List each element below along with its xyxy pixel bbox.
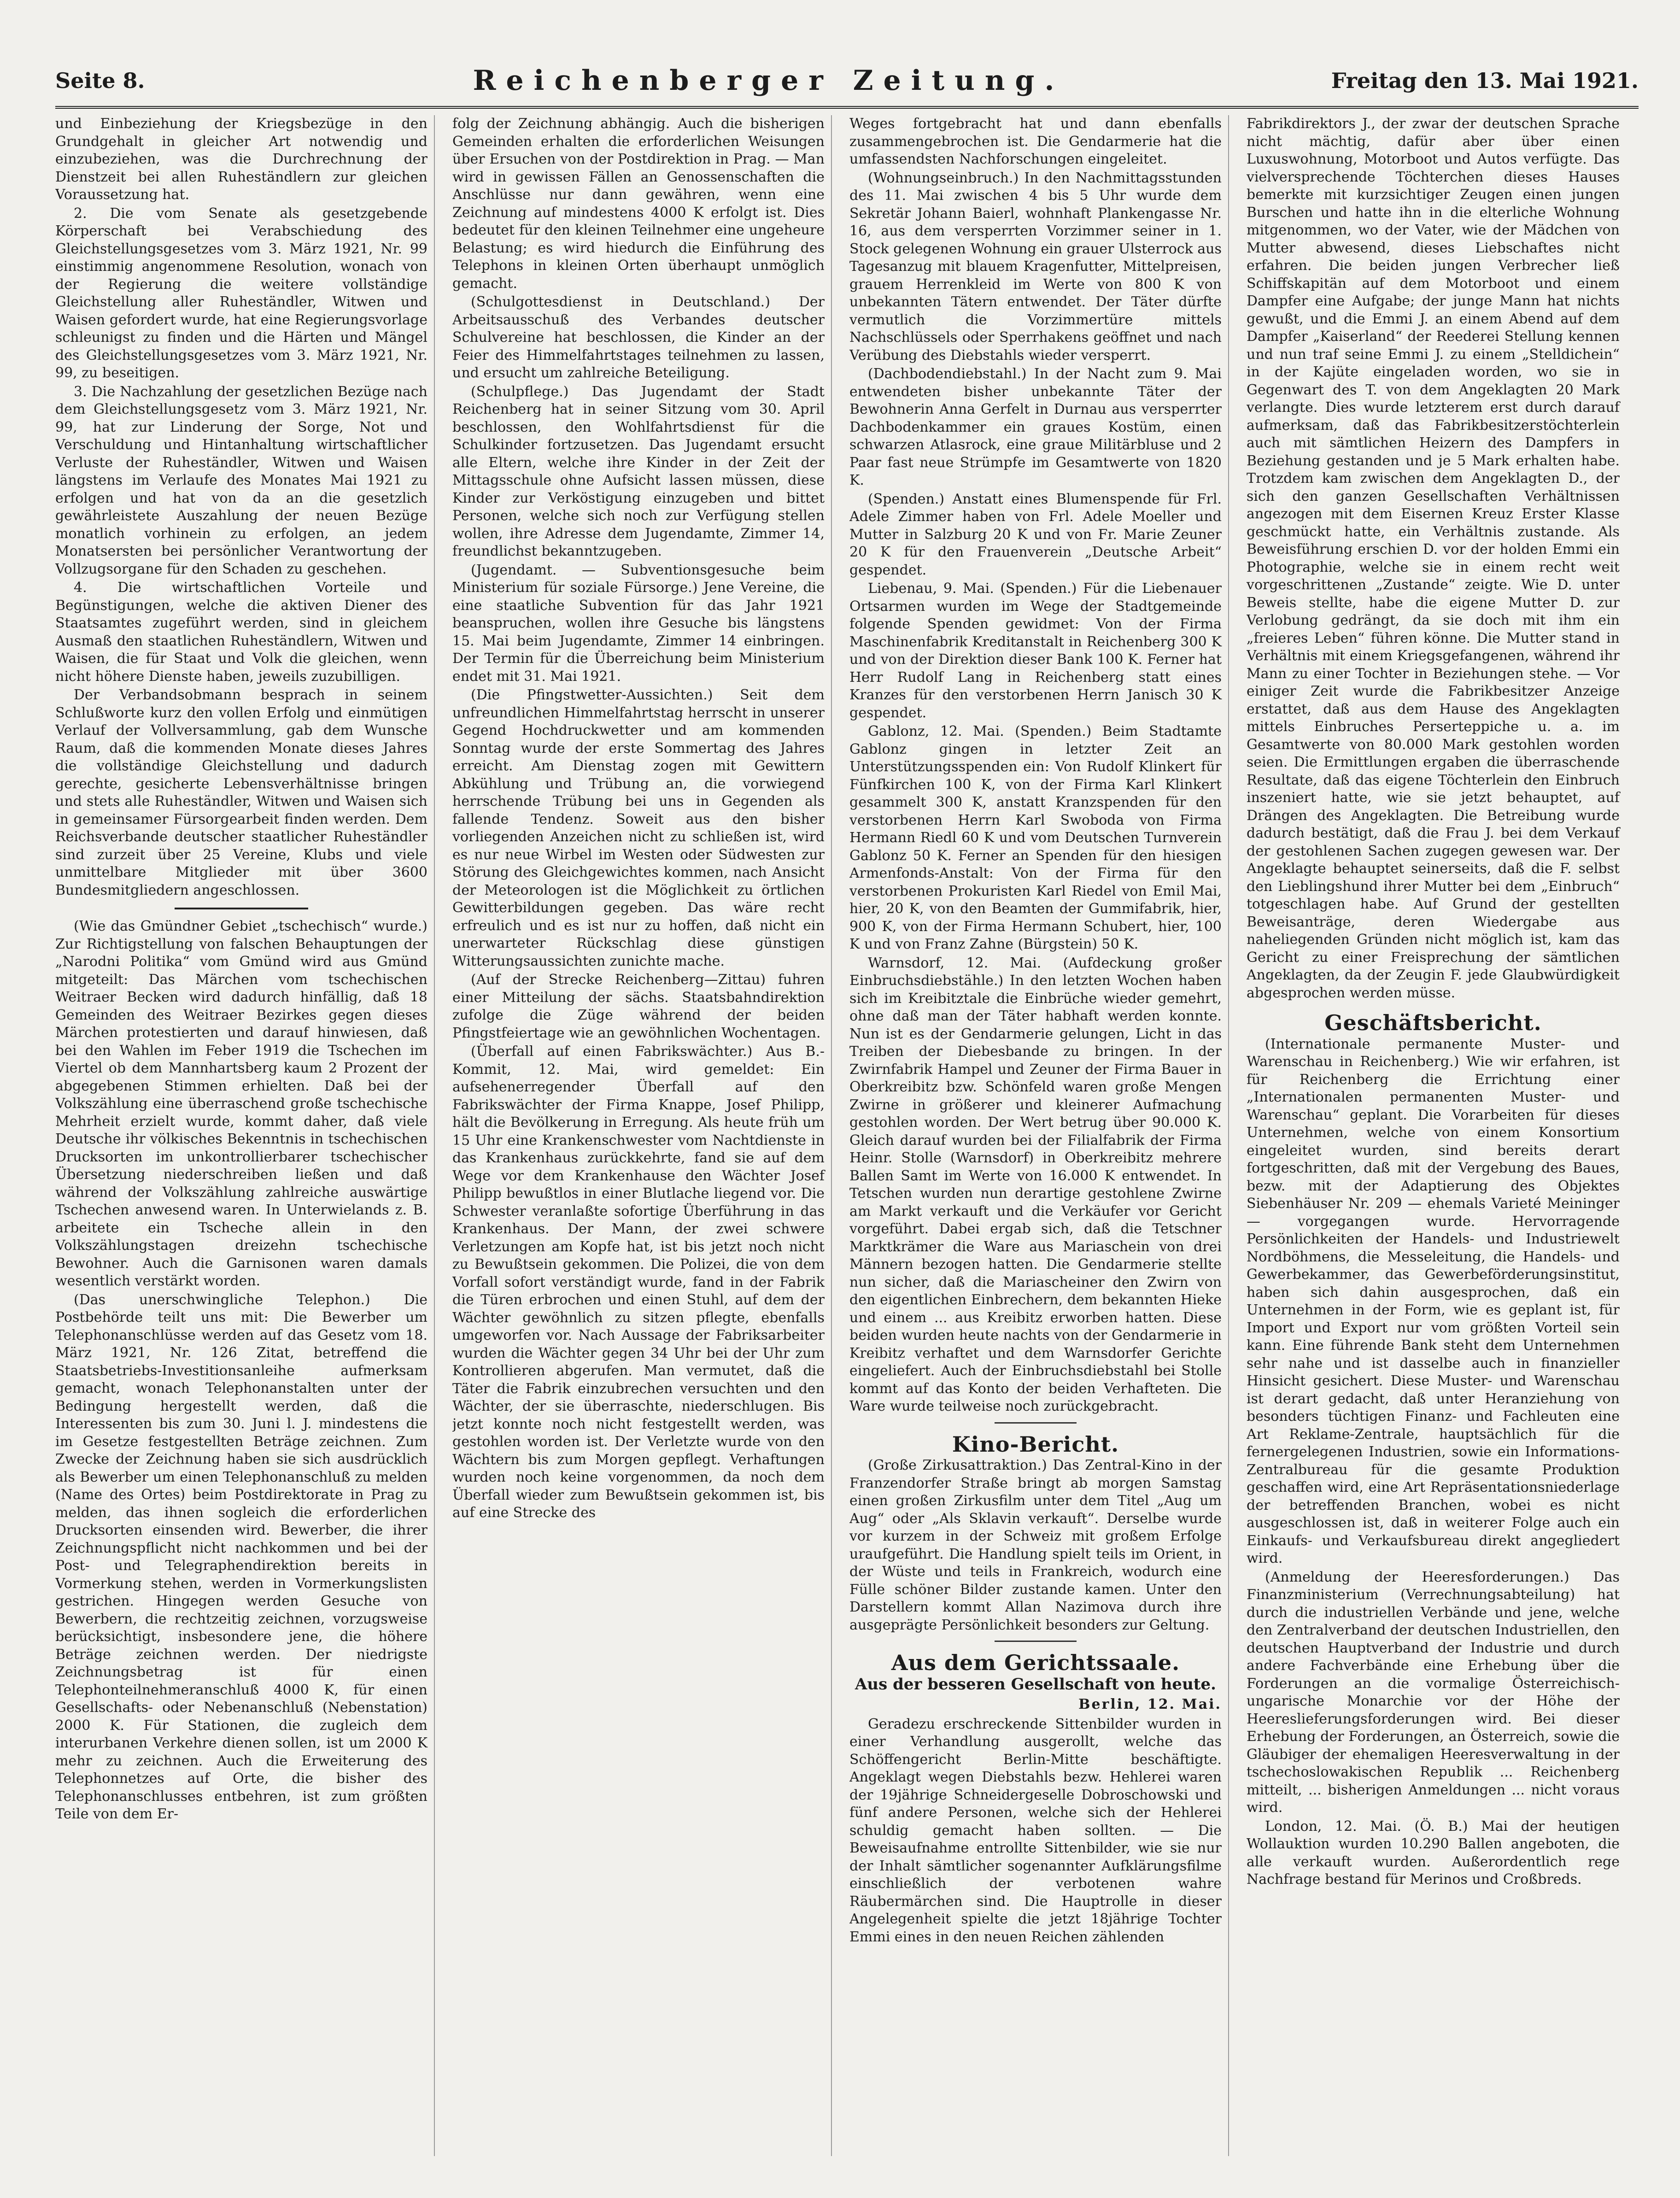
article-paragraph: (Die Pfingstwetter-Aussichten.) Seit dem unfreundlichen Himmelfahrtstag herrscht in unserer Gegend Hochdruckwetter und am kommenden Sonntag wurde der erste Sommertag des Jahres erreicht. Am Dienstag zogen mit Gewittern Abkühlung und Trübung an, die vorwiegend herrschende Trübung bei uns in Gegenden als fallende Tendenz. Soweit aus den bisher vorliegenden Anzeichen nicht zu schließen ist, wird es nur neue Wirbel im Westen oder Südwesten zur Störung des Gleichgewichtes kommen, nach Ansicht der Meteorologen ist die Möglichkeit zu örtlichen Gewitterbildungen gegeben. Das wäre recht erfreulich und es ist nur zu hoffen, daß nicht ein unerwarteter Rückschlag diese günstigen Witterungsaussichten zunichte mache. xyxy=(452,687,825,969)
section-heading-geschaeftsbericht: Geschäftsbericht. xyxy=(1324,1010,1542,1035)
article-paragraph: Gablonz, 12. Mai. (Spenden.) Beim Stadtamte Gablonz gingen in letzter Zeit an Unterstützungsspenden ein: Von Rudolf Klinkert für Fünfkirchen 100 K, von der Firma Karl Klinkert gesammelt 300 K, anstatt Kranzspenden für den verstorbenen Herrn Karl Swoboda von Firma Hermann Riedl 60 K und vom Deutschen Turnverein Gablonz 50 K. Ferner an Spenden für den hiesigen Armenfonds-Anstalt: Von der Firma für den verstorbenen Prokuristen Karl Riedel von Emil Mai, hier, 20 K, von den Beamten der Gummifabrik, hier, 900 K, von der Firma Hermann Schubert, hier, 100 K und von Franz Zahne (Bürgstein) 50 K. xyxy=(849,723,1222,952)
article-paragraph: (Spenden.) Anstatt eines Blumenspende für Frl. Adele Zimmer haben von Frl. Adele Moeller und Mutter in Salzburg 20 K und von Fr. Marie Zeuner 20 K für den Frauenverein „Deutsche Arbeit“ gespendet. xyxy=(849,491,1222,578)
section-divider xyxy=(995,1641,1077,1642)
article-paragraph: 2. Die vom Senate als gesetzgebende Körperschaft bei Verabschiedung des Gleichstellungsgesetzes vom 3. März 1921, Nr. 99 einstimmig angenommene Resolution, wonach von der Regierung die weitere vollständige Gleichstellung aller Ruheständler, Witwen und Waisen gefordert wurde, hat eine Regierungsvorlage schleunigst zu finden und die Härten und Mängel des Gleichstellungsgesetzes vom 3. März 1921, Nr. 99, zu beseitigen. xyxy=(55,205,427,381)
issue-date: Freitag den 13. Mai 1921. xyxy=(1331,68,1639,93)
article-paragraph: folg der Zeichnung abhängig. Auch die bisherigen Gemeinden erhalten die erforderlichen Weisungen über Ersuchen von der Postdirektion in Prag. — Man wird in gewissen Fällen an Genossenschaften die Anschlüsse nur dann gewähren, wenn eine Zeichnung auf mindestens 4000 K erfolgt ist. Dies bedeutet für den kleinen Teilnehmer eine ungeheure Belastung; es wird hiedurch die Einführung des Telephons in kleinen Orten überhaupt unmöglich gemacht. xyxy=(452,116,825,292)
article-paragraph: (Schulpflege.) Das Jugendamt der Stadt Reichenberg hat in seiner Sitzung vom 30. April beschlossen, den Wohlfahrtsdienst für die Schulkinder fortzusetzen. Das Jugendamt ersucht alle Eltern, welche ihre Kinder in der Zeit der Mittagsschule ohne Aufsicht lassen müssen, diese Kinder zur Verköstigung einzugeben und bittet Personen, welche sich noch zur Verfügung stellen wollen, ihre Adresse dem Jugendamte, Zimmer 14, freundlichst bekanntzugeben. xyxy=(452,383,825,559)
section-divider xyxy=(175,908,309,909)
page-number: Seite 8. xyxy=(55,68,145,93)
newspaper-title: Reichenberger Zeitung. xyxy=(473,64,1065,97)
article-paragraph: Der Verbandsobmann besprach in seinem Schlußworte kurz den vollen Erfolg und einmütigen Verlauf der Vollversammlung, gab dem Wunsche Raum, daß die kommenden Monate dieses Jahres die vollständige Gleichstellung und dadurch gerechte, gesicherte Lebensverhältnisse bringen und stets alle Ruheständler, Witwen und Waisen sich in gemeinsamer Fürsorgearbeit finden werden. Dem Reichsverbande deutscher staatlicher Ruheständler sind zurzeit über 25 Vereine, Klubs und viele unmittelbare Mitglieder mit über 3600 Bundesmitgliedern angeschlossen. xyxy=(55,687,427,898)
article-paragraph: (Dachbodendiebstahl.) In der Nacht zum 9. Mai entwendeten bisher unbekannte Täter der Bewohnerin Anna Gerfelt in Durnau aus versperrter Dachbodenkammer ein graues Kostüm, einen schwarzen Atlasrock, eine graue Militärbluse und 2 Paar fast neue Strümpfe im Gesamtwerte von 1820 K. xyxy=(849,366,1222,488)
article-paragraph: London, 12. Mai. (Ö. B.) Mai der heutigen Wollauktion wurden 10.290 Ballen angeboten, die alle verkauft wurden. Außerordentlich rege Nachfrage bestand für Merinos und Croßbreds. xyxy=(1247,1818,1620,1887)
article-paragraph: (Wie das Gmündner Gebiet „tschechisch“ wurde.) Zur Richtigstellung von falschen Behauptungen der „Narodni Politika“ vom Gmünd wird aus Gmünd mitgeteilt: Das Märchen vom tschechischen Weitraer Becken wird dadurch hinfällig, daß 18 Gemeinden des Weitraer Bezirkes gegen dieses Märchen protestierten und darauf hinwiesen, daß bei den Wahlen im Feber 1919 die Tschechen im Viertel ob dem Mannhartsberg kaum 2 Prozent der abgegebenen Stimmen erhielten. Daß bei der Volkszählung eine überraschend große tschechische Mehrheit erzielt wurde, kommt daher, daß viele Deutsche ihr völkisches Bekenntnis in tschechischen Drucksorten im unkontrollierbarer tschechischer Übersetzung niederschreiben ließen und daß während der Volkszählung zahlreiche auswärtige Tschechen anwesend waren. In Unterwielands z. B. arbeitete ein Tscheche allein in den Volkszählungstagen dreizehn tschechische Bewohner. Auch die Garnisonen waren damals wesentlich verstärkt worden. xyxy=(55,918,427,1289)
column-1 xyxy=(55,115,435,2156)
article-paragraph: Geradezu erschreckende Sittenbilder wurden in einer Verhandlung ausgerollt, welche das Schöffengericht Berlin-Mitte beschäftigte. Angeklagt wegen Diebstahls bezw. Hehlerei waren der 19jährige Schneidergeselle Dobroschowski und fünf andere Personen, welche sich der Hehlerei schuldig gemacht haben sollten. — Die Beweisaufnahme entrollte Sittenbilder, wie sie nur der Inhalt sämtlicher sogenannter Aufklärungsfilme einschließlich der verbotenen wahre Räubermärchen sind. Die Hauptrolle in dieser Angelegenheit spielte die jetzt 18jährige Tochter Emmi eines in den neuen Reichen zählenden xyxy=(849,1716,1222,1945)
article-paragraph: Fabrikdirektors J., der zwar der deutschen Sprache nicht mächtig, dafür aber über einen Luxuswohnung, Motorboot und Autos verfügte. Das vielversprechende Töchterchen dieses Hauses bemerkte mit kurzsichtiger Zeugen einen jungen Burschen und hatte ihn in die elterliche Wohnung mitgenommen, wo der Vater, wie der Mädchen von Mutter abwesend, dieses Liebschaftes nicht erfahren. Die beiden jungen Verbrecher ließ Schiffskapitän auf dem Motorboot und einem Dampfer eine Aufgabe; der junge Mann hat nichts gewußt, und die Emmi J. an einem Abend auf dem Dampfer „Kaiserland“ der Reederei Stellung kennen und nun traf seine Emmi J. zu einem „Stelldichein“ in der Kajüte eingeladen worden, wo sie in Gegenwart des T. von dem Angeklagten 20 Mark verlangte. Dies wurde letzterem erst durch darauf aufmerksam, daß das Fabrikbesitzerstöchterlein auch mit sämtlichen Heizern des Dampfers in Beziehung gestanden und je 5 Mark erhalten habe. Trotzdem kam zwischen dem Angeklagten D., der sich den ganzen Gesellschaften Verhältnissen angezogen mit dem Eisernen Kreuz Erster Klasse geschmückt hatte, ein Verhältnis zustande. Als Beweisführung erschien D. vor der holden Emmi ein Photographie, welche sie in einem recht weit vorgeschrittenen „Zustande“ zeigte. Wie D. unter Beweis stellte, habe die eigene Mutter D. zur Verlobung gedrängt, da sie doch mit ihm ein „freieres Leben“ führen könne. Die Mutter stand in Verhältnis mit einem Kriegsgefangenen, während ihr Mann zu einer Tochter in Beziehungen stehe. — Vor einiger Zeit wurde die Fabrikbesitzer Anzeige erstattet, daß aus dem Hause des Angeklagten mittels Einbruches Perserteppiche u. a. im Gesamtwerte von 80.000 Mark gestohlen worden seien. Die Ermittlungen ergaben die überraschende Resultate, daß das eigene Töchterlein den Einbruch inszeniert hatte, wie sie jetzt behauptet, auf Drängen des Angeklagten. Die Betreibung wurde dadurch bestätigt, daß die Frau J. bei dem Verkauf der gestohlenen Sachen zugegen gewesen war. Der Angeklagte behauptet seinerseits, daß die F. selbst den Lieblingshund ihrer Mutter bei dem „Einbruch“ totgeschlagen habe. Auf Grund der gestellten Beweisanträge, deren Wiedergabe aus naheliegenden Gründen nicht möglich ist, kam das Gericht zu einer Freisprechung der sämtlichen Angeklagten, da der Zeugin F. jede Glaubwürdigkeit abgesprochen werden müsse. xyxy=(1247,116,1620,1001)
page-header xyxy=(55,55,1639,109)
article-paragraph: (Internationale permanente Muster- und Warenschau in Reichenberg.) Wie wir erfahren, ist für Reichenberg die Errichtung einer „Internationalen permanenten Muster- und Warenschau“ geplant. Die Vorarbeiten für dieses Unternehmen, welche von einem Konsortium eingeleitet wurden, sind bereits derart fortgeschritten, daß mit der Vergebung des Baues, bezw. mit der Adaptierung des Objektes Siebenhäuser Nr. 209 — ehemals Varieté Meininger — vorgegangen wurde. Hervorragende Persönlichkeiten der Handels- und Industriewelt Nordböhmens, die Messeleitung, die Handels- und Gewerbekammer, das Gewerbeförderungsinstitut, haben sich dahin ausgesprochen, daß ein Unternehmen in der Form, wie es geplant ist, für Import und Export nur vom größten Vorteil sein kann. Eine führende Bank steht dem Unternehmen sehr nahe und ist dasselbe auch in finanzieller Hinsicht gesichert. Diese Muster- und Warenschau ist derart gedacht, daß unter Heranziehung von besonders tüchtigen Finanz- und Fachleuten eine Art Reklame-Zentrale, hauptsächlich für die fernergelegenen Industrien, sowie ein Informations-Zentralbureau für die gesamte Produktion geschaffen wird, eine Art Repräsentationsniederlage der betreffenden Branchen, wobei es nicht ausgeschlossen ist, daß in weiterer Folge auch ein Einkaufs- und Verkaufsbureau direkt angegliedert wird. xyxy=(1247,1036,1620,1566)
article-paragraph: (Anmeldung der Heeresforderungen.) Das Finanzministerium (Verrechnungsabteilung) hat durch die industriellen Verbände und jene, welche den Zentralverband der deutschen Industriellen, den deutschen Hauptverband der Industrie und durch andere Fachverbände eine Erhebung über die Forderungen an die vormalige Österreichisch-ungarische Monarchie vor der Höhe der Heereslieferungsforderungen wird. Bei dieser Erhebung der Forderungen, an Österreich, sowie die Gläubiger der ehemaligen Heeresverwaltung in der tschechoslowakischen Republik ... Reichenberg mitteilt, ... bisherigen Anmeldungen ... nicht voraus wird. xyxy=(1247,1569,1620,1816)
article-paragraph: (Auf der Strecke Reichenberg—Zittau) fuhren einer Mitteilung der sächs. Staatsbahndirektion zufolge die Züge während der beiden Pfingstfeiertage wie an gewöhnlichen Wochentagen. xyxy=(452,972,825,1041)
article-paragraph: und Einbeziehung der Kriegsbezüge in den Grundgehalt in gleicher Art notwendig und einzubeziehen, was die Durchrechnung der Dienstzeit bei allen Ruheständlern zur gleichen Voraussetzung hat. xyxy=(55,116,427,203)
section-heading-kino: Kino-Bericht. xyxy=(952,1431,1119,1457)
article-paragraph: Weges fortgebracht hat und dann ebenfalls zusammengebrochen ist. Die Gendarmerie hat die umfassendsten Nachforschungen eingeleitet. xyxy=(849,116,1222,167)
article-dateline: Berlin, 12. Mai. xyxy=(1078,1696,1222,1712)
column-3 xyxy=(849,115,1229,2156)
column-2 xyxy=(452,115,832,2156)
article-paragraph: (Jugendamt. — Subventionsgesuche beim Ministerium für soziale Fürsorge.) Jene Vereine, die eine staatliche Subvention für das Jahr 1921 beanspruchen, wollen ihre Gesuche bis längstens 15. Mai beim Jugendamte, Zimmer 14 einbringen. Der Termin für die Überreichung beim Ministerium endet mit 31. Mai 1921. xyxy=(452,562,825,685)
article-paragraph: 3. Die Nachzahlung der gesetzlichen Bezüge nach dem Gleichstellungsgesetz vom 3. März 1921, Nr. 99, hat zur Linderung der Sorge, Not und Verschuldung und Hintanhaltung wirtschaftlicher Verluste der Ruheständler, Witwen und Waisen längstens im Verlaufe des Monates Mai 1921 zu erfolgen und hat von da an die gesetzlich gewährleistete Auszahlung der neuen Bezüge monatlich vorhinein zu erfolgen, an jedem Monatsersten bei persönlicher Verantwortung der Vollzugsorgane für den Schaden zu geschehen. xyxy=(55,383,427,577)
article-paragraph: (Das unerschwingliche Telephon.) Die Postbehörde teilt uns mit: Die Bewerber um Telephonanschlüsse werden auf das Gesetz vom 18. März 1921, Nr. 126 Zitat, betreffend die Staatsbetriebs-Investitionsanleihe aufmerksam gemacht, wonach Telephonanstalten unter der Bedingung hergestellt werden, daß die Interessenten bis zum 30. Juni l. J. mindestens die im Gesetze festgestellten Beträge zeichnen. Zum Zwecke der Zeichnung haben sie sich ausdrücklich als Bewerber um einen Telephonanschluß zu melden (Name des Ortes) beim Postdirektorate in Prag zu melden, das ihnen sogleich die erforderlichen Drucksorten einsenden wird. Bewerber, die ihrer Zeichnungspflicht nicht nachkommen und bei der Post- und Telegraphendirektion bereits in Vormerkung stehen, werden in Vormerkungslisten gestrichen. Hingegen werden Gesuche von Bewerbern, die rechtzeitig zeichnen, vorzugsweise berücksichtigt, insbesondere jene, die höhere Beträge zeichnen werden. Der niedrigste Zeichnungsbetrag ist für einen Telephonteilnehmeranschluß 4000 K, für einen Gesellschafts- oder Nebenanschluß (Nebenstation) 2000 K. Für Stationen, die zugleich dem interurbanen Verkehre dienen sollen, ist um 2000 K mehr zu zeichnen. Auch die Erweiterung des Telephonnetzes auf Orte, die bisher des Telephonanschlusses entbehren, ist zum größten Teile von dem Er- xyxy=(55,1291,427,1822)
column-4 xyxy=(1247,115,1626,2156)
article-paragraph: (Überfall auf einen Fabrikswächter.) Aus B.-Kommit, 12. Mai, wird gemeldet: Ein aufsehenerregender Überfall auf den Fabrikswächter der Firma Knappe, Josef Philipp, hält die Bevölkerung in Erregung. Als heute früh um 15 Uhr eine Krankenschwester vom Nachtdienste in das Krankenhaus zurückkehrte, fand sie auf dem Wege vor dem Krankenhause den Wächter Josef Philipp bewußtlos in einer Blutlache liegend vor. Die Schwester veranlaßte sofortige Überführung in das Krankenhaus. Der Mann, der zwei schwere Verletzungen am Kopfe hat, ist bis jetzt noch nicht zu Bewußtsein gekommen. Die Polizei, die von dem Vorfall sofort verständigt wurde, fand in der Fabrik die Türen erbrochen und einen Stuhl, auf dem der Wächter gewöhnlich zu sitzen pflegte, ebenfalls umgeworfen vor. Nach Aussage der Fabriksarbeiter wurden die Wächter gegen 34 Uhr bei der Uhr zum Kontrollieren abgerufen. Man vermutet, daß die Täter die Fabrik einzubrechen versuchten und den Wächter, der sie überraschte, niederschlugen. Bis jetzt konnte noch nicht festgestellt werden, was gestohlen worden ist. Der Verletzte wurde von den Wächtern bis zum Morgen gepflegt. Verhaftungen wurden noch keine vorgenommen, da noch dem Überfall wieder zum Bewußtsein gekommen ist, bis auf eine Strecke des xyxy=(452,1043,825,1521)
article-paragraph: (Wohnungseinbruch.) In den Nachmittagsstunden des 11. Mai zwischen 4 bis 5 Uhr wurde dem Sekretär Johann Baierl, wohnhaft Plankengasse Nr. 16, aus dem versperrten Vorzimmer seiner in 1. Stock gelegenen Wohnung ein grauer Ulsterrock aus Tagesanzug mit blauem Kragenfutter, Mittelpreisen, grauem Herrenkleid im Werte von 800 K von unbekannten Tätern entwendet. Der Täter dürfte vermutlich die Vorzimmertüre mittels Nachschlüssels oder Sperrhakens geöffnet und nach Verübung des Diebstahls wieder versperrt. xyxy=(849,170,1222,363)
section-divider xyxy=(995,1422,1077,1424)
article-paragraph: (Schulgottesdienst in Deutschland.) Der Arbeitsausschuß des Verbandes deutscher Schulvereine hat beschlossen, die Kinder an der Feier des Himmelfahrtstages teilnehmen zu lassen, und ersucht um zahlreiche Beteiligung. xyxy=(452,294,825,381)
article-paragraph: Liebenau, 9. Mai. (Spenden.) Für die Liebenauer Ortsarmen wurden im Wege der Stadtgemeinde folgende Spenden gewidmet: Von der Firma Maschinenfabrik Kreditanstalt in Reichenberg 300 K und von der Direktion dieser Bank 100 K. Ferner hat Herr Rudolf Lang in Reichenberg statt eines Kranzes für den verstorbenen Herrn Janisch 30 K gespendet. xyxy=(849,580,1222,721)
article-subheading: Aus der besseren Gesellschaft von heute. xyxy=(855,1675,1216,1694)
article-paragraph: Warnsdorf, 12. Mai. (Aufdeckung großer Einbruchsdiebstähle.) In den letzten Wochen haben sich im Kreibitztale die Einbrüche wieder gemehrt, ohne daß man der Täter habhaft werden konnte. Nun ist es der Gendarmerie gelungen, Licht in das Treiben der Diebesbande zu bringen. In der Zwirnfabrik Hampel und Zeuner der Firma Bauer in Oberkreibitz bzw. Schönfeld waren große Mengen Zwirne in größerer und kleinerer Aufmachung gestohlen worden. Der Wert betrug über 90.000 K. Gleich darauf wurden bei der Filialfabrik der Firma Heinr. Stolle (Warnsdorf) in Oberkreibitz mehrere Ballen Samt im Werte von 16.000 K entwendet. In Tetschen wurden nun derartige gestohlene Zwirne am Markt verkauft und die Verkäufer vor Gericht vorgeführt. Dabei ergab sich, daß die Tetschner Marktkrämer die Ware aus Mariaschein von drei Männern bezogen hatten. Die Gendarmerie stellte nun sicher, daß die Mariascheiner den Zwirn von den eigentlichen Einbrechern, dem bekannten Hieke und einem ... aus Kreibitz erworben hatten. Diese beiden wurden heute nachts von der Gendarmerie in Kreibitz verhaftet und dem Warnsdorfer Gerichte eingeliefert. Auch der Einbruchsdiebstahl bei Stolle kommt auf das Konto der beiden Verhafteten. Die Ware wurde teilweise noch zurückgebracht. xyxy=(849,955,1222,1414)
article-paragraph: 4. Die wirtschaftlichen Vorteile und Begünstigungen, welche die aktiven Diener des Staatsamtes zugeführt werden, sind in gleichem Ausmaß den staatlichen Ruheständlern, Witwen und Waisen, die für Staat und Volk die gleichen, wenn nicht höhere Dienste haben, jeweils zuzubilligen. xyxy=(55,580,427,685)
article-paragraph: (Große Zirkusattraktion.) Das Zentral-Kino in der Franzendorfer Straße bringt ab morgen Samstag einen großen Zirkusfilm unter dem Titel „Aug um Aug“ oder „Als Sklavin verkauft“. Derselbe wurde vor kurzem in der Schweiz mit großem Erfolge uraufgeführt. Die Handlung spielt teils im Orient, in der Wüste und teils in Frankreich, wodurch eine Fülle schöner Bilder zustande kamen. Unter den Darstellern kommt Allan Nazimova durch ihre ausgeprägte Persönlichkeit besonders zur Geltung. xyxy=(849,1457,1222,1633)
article-columns xyxy=(55,115,1626,2156)
section-heading-gericht: Aus dem Gerichtssaale. xyxy=(891,1650,1180,1675)
